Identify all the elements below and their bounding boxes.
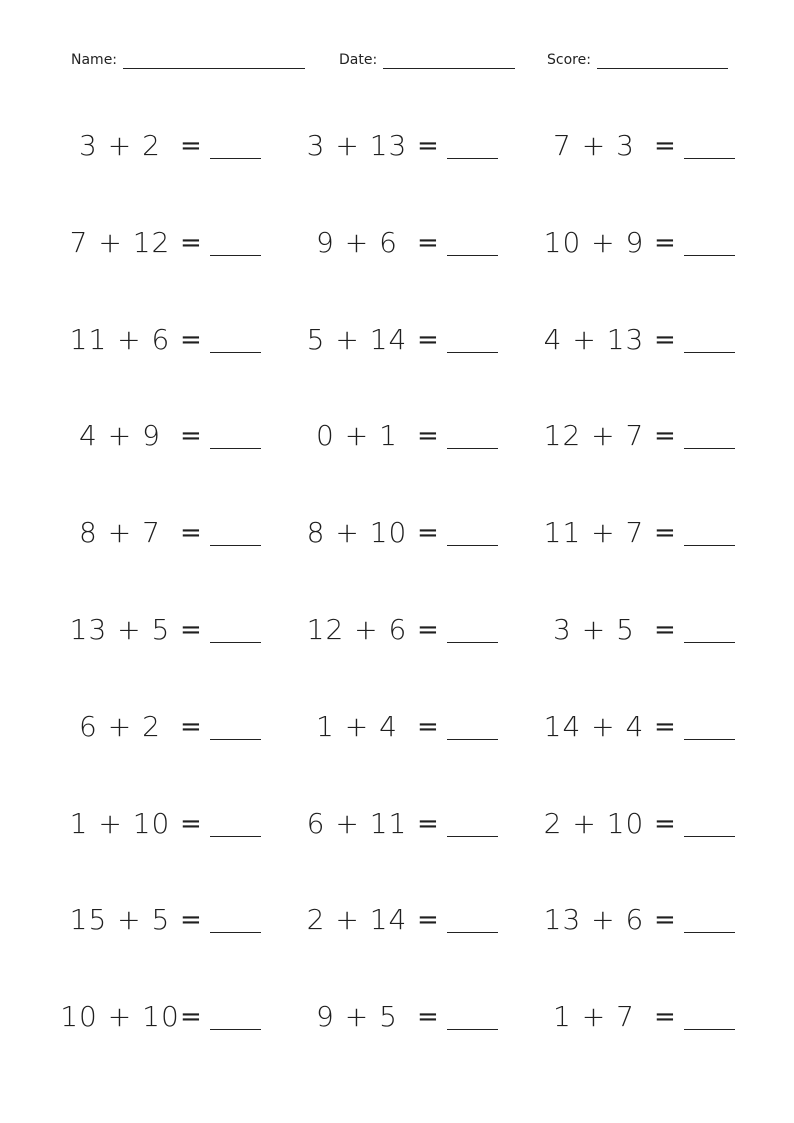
answer-blank[interactable] (684, 739, 735, 740)
addition-problem (297, 699, 537, 749)
score-field (547, 49, 728, 69)
equals-sign: = (654, 421, 676, 452)
equals-sign: = (417, 421, 439, 452)
answer-blank[interactable] (447, 932, 498, 933)
problem-expression: 5 + 14 (306, 322, 408, 356)
addition-problem (297, 989, 537, 1039)
answer-blank[interactable] (210, 836, 261, 837)
problem-expression: 13 + 5 (69, 612, 171, 646)
equals-sign: = (654, 711, 676, 742)
answer-blank[interactable] (447, 448, 498, 449)
date-label: Date: (339, 52, 378, 68)
addition-problem (534, 699, 774, 749)
problem-expression: 9 + 6 (316, 225, 398, 259)
equals-sign: = (180, 905, 202, 936)
problem-expression: 7 + 12 (69, 225, 171, 259)
problem-row (0, 110, 794, 207)
equals-sign: = (180, 227, 202, 258)
problem-expression: 8 + 10 (306, 516, 408, 550)
addition-problem (534, 796, 774, 846)
answer-blank[interactable] (447, 836, 498, 837)
addition-problem (60, 989, 300, 1039)
problem-expression: 12 + 7 (543, 419, 645, 453)
answer-blank[interactable] (210, 352, 261, 353)
equals-sign: = (654, 808, 676, 839)
problem-expression: 14 + 4 (543, 709, 645, 743)
problem-expression: 9 + 5 (316, 1000, 398, 1034)
problem-row (0, 497, 794, 594)
addition-problem (534, 505, 774, 555)
equals-sign: = (417, 131, 439, 161)
equals-sign: = (417, 518, 439, 549)
answer-blank[interactable] (684, 255, 735, 256)
addition-problem (534, 118, 774, 168)
equals-sign: = (417, 905, 439, 936)
equals-sign: = (180, 131, 202, 161)
addition-problem (534, 602, 774, 652)
name-label: Name: (71, 52, 118, 68)
answer-blank[interactable] (210, 932, 261, 933)
problem-expression: 10 + 9 (543, 225, 645, 259)
equals-sign: = (417, 808, 439, 839)
problem-expression: 8 + 7 (79, 516, 161, 550)
problem-expression: 10 + 10 (60, 1000, 180, 1034)
addition-problem (297, 408, 537, 458)
answer-blank[interactable] (447, 1029, 498, 1030)
problem-expression: 4 + 9 (79, 419, 161, 453)
equals-sign: = (180, 518, 202, 549)
score-label: Score: (547, 52, 591, 68)
answer-blank[interactable] (684, 545, 735, 546)
addition-problem (60, 312, 300, 362)
equals-sign: = (180, 421, 202, 452)
score-blank-line[interactable] (597, 52, 728, 69)
name-blank-line[interactable] (123, 52, 305, 69)
problem-row (0, 884, 794, 981)
addition-problem (60, 892, 300, 942)
answer-blank[interactable] (447, 739, 498, 740)
problem-expression: 12 + 6 (306, 612, 408, 646)
problem-expression: 6 + 11 (306, 806, 408, 840)
equals-sign: = (180, 324, 202, 355)
answer-blank[interactable] (210, 255, 261, 256)
problem-expression: 11 + 7 (543, 516, 645, 550)
problem-expression: 0 + 1 (316, 419, 398, 453)
date-blank-line[interactable] (383, 52, 515, 69)
answer-blank[interactable] (210, 642, 261, 643)
equals-sign: = (654, 227, 676, 258)
addition-problem (297, 892, 537, 942)
addition-problem (297, 118, 537, 168)
answer-blank[interactable] (447, 158, 498, 159)
addition-problem (297, 602, 537, 652)
problem-row (0, 207, 794, 304)
date-field (339, 49, 515, 69)
answer-blank[interactable] (210, 545, 261, 546)
answer-blank[interactable] (210, 739, 261, 740)
answer-blank[interactable] (684, 1029, 735, 1030)
equals-sign: = (180, 711, 202, 742)
answer-blank[interactable] (447, 545, 498, 546)
problem-expression: 6 + 2 (79, 709, 161, 743)
equals-sign: = (654, 518, 676, 549)
equals-sign: = (417, 711, 439, 742)
equals-sign: = (180, 614, 202, 645)
problem-expression: 1 + 7 (553, 1000, 635, 1034)
addition-problem (60, 796, 300, 846)
addition-problem (534, 408, 774, 458)
answer-blank[interactable] (447, 352, 498, 353)
problem-row (0, 788, 794, 885)
answer-blank[interactable] (684, 642, 735, 643)
equals-sign: = (417, 614, 439, 645)
answer-blank[interactable] (684, 352, 735, 353)
answer-blank[interactable] (684, 158, 735, 159)
answer-blank[interactable] (684, 932, 735, 933)
equals-sign: = (417, 1002, 439, 1033)
answer-blank[interactable] (210, 448, 261, 449)
addition-problem (534, 892, 774, 942)
problem-expression: 13 + 6 (543, 903, 645, 937)
addition-problem (60, 602, 300, 652)
problem-expression: 3 + 5 (553, 612, 635, 646)
addition-problem (534, 215, 774, 265)
problem-expression: 1 + 10 (69, 806, 171, 840)
problem-expression: 7 + 3 (553, 129, 635, 162)
equals-sign: = (417, 227, 439, 258)
problem-expression: 3 + 13 (306, 129, 408, 162)
addition-problem (60, 118, 300, 168)
answer-blank[interactable] (210, 1029, 261, 1030)
addition-problem (60, 408, 300, 458)
addition-problem (534, 312, 774, 362)
equals-sign: = (654, 324, 676, 355)
problem-grid (0, 110, 794, 1078)
equals-sign: = (654, 131, 676, 161)
addition-problem (297, 796, 537, 846)
equals-sign: = (417, 324, 439, 355)
problem-row (0, 304, 794, 401)
equals-sign: = (654, 614, 676, 645)
addition-problem (60, 505, 300, 555)
problem-row (0, 400, 794, 497)
problem-expression: 3 + 2 (79, 129, 161, 162)
addition-problem (534, 989, 774, 1039)
problem-row (0, 594, 794, 691)
equals-sign: = (654, 905, 676, 936)
equals-sign: = (180, 808, 202, 839)
problem-expression: 2 + 10 (543, 806, 645, 840)
name-field (71, 49, 305, 69)
answer-blank[interactable] (447, 255, 498, 256)
problem-expression: 11 + 6 (69, 322, 171, 356)
addition-problem (297, 505, 537, 555)
equals-sign: = (180, 1002, 202, 1033)
problem-expression: 15 + 5 (69, 903, 171, 937)
answer-blank[interactable] (447, 642, 498, 643)
problem-expression: 4 + 13 (543, 322, 645, 356)
worksheet-header (0, 0, 794, 80)
addition-problem (297, 215, 537, 265)
addition-problem (297, 312, 537, 362)
equals-sign: = (654, 1002, 676, 1033)
answer-blank[interactable] (684, 448, 735, 449)
problem-expression: 1 + 4 (316, 709, 398, 743)
answer-blank[interactable] (684, 836, 735, 837)
addition-problem (60, 215, 300, 265)
answer-blank[interactable] (210, 158, 261, 159)
problem-row (0, 981, 794, 1078)
problem-expression: 2 + 14 (306, 903, 408, 937)
addition-problem (60, 699, 300, 749)
problem-row (0, 691, 794, 788)
